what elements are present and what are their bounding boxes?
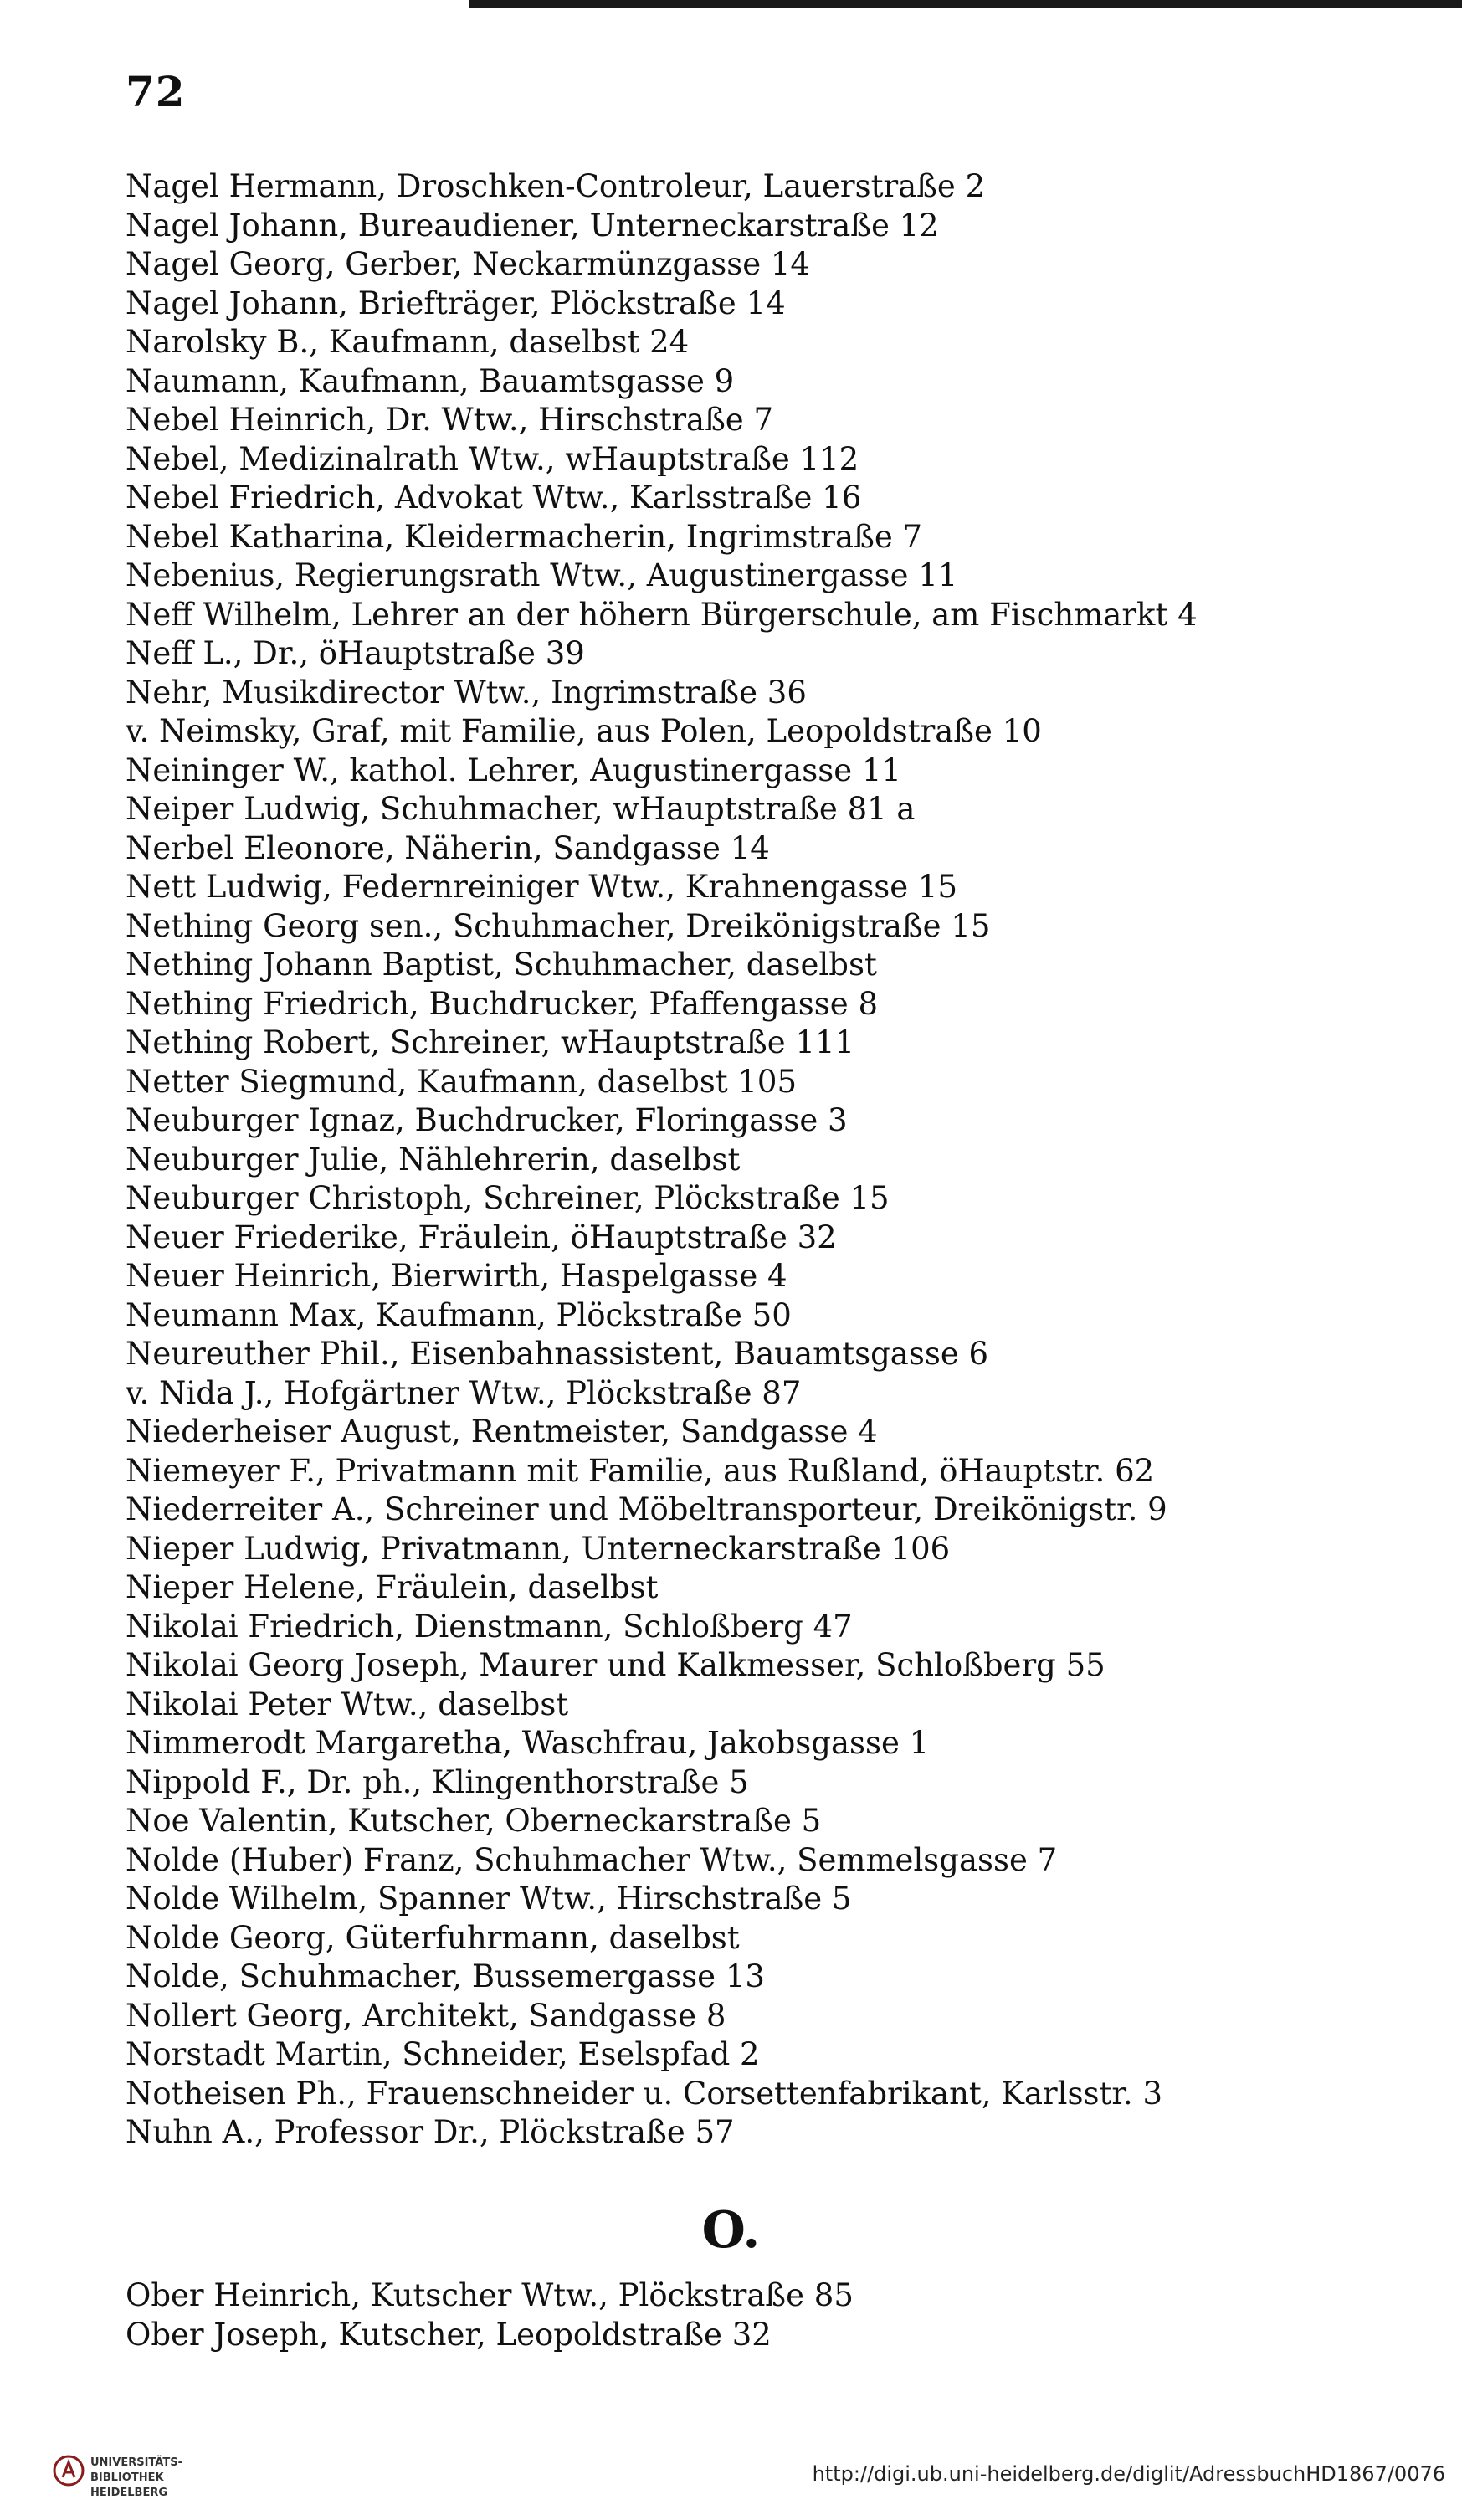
directory-entry: Nebel Heinrich, Dr. Wtw., Hirschstraße 7 <box>126 402 773 438</box>
library-seal-icon <box>52 2454 85 2487</box>
directory-entry: Nimmerodt Margaretha, Waschfrau, Jakobsgasse 1 <box>126 1725 930 1761</box>
section-heading-o: O. <box>701 2201 761 2260</box>
directory-entry: Nett Ludwig, Federnreiniger Wtw., Krahnengasse 15 <box>126 869 958 905</box>
directory-entry: Nething Georg sen., Schuhmacher, Dreikönigstraße 15 <box>126 907 991 944</box>
directory-entry: Neureuther Phil., Eisenbahnassistent, Bauamtsgasse 6 <box>126 1336 989 1372</box>
directory-entry: Neuer Friederike, Fräulein, öHauptstraße 32 <box>126 1219 837 1255</box>
directory-entry: Nolde (Huber) Franz, Schuhmacher Wtw., Semmelsgasse 7 <box>126 1841 1058 1878</box>
directory-entry: Noe Valentin, Kutscher, Oberneckarstraße 5 <box>126 1803 822 1839</box>
directory-section-o <box>126 2276 1314 2354</box>
directory-entry: Nolde, Schuhmacher, Bussemergasse 13 <box>126 1958 765 1994</box>
directory-entry: Nebel Friedrich, Advokat Wtw., Karlsstraße 16 <box>126 480 862 516</box>
directory-entry: Ober Heinrich, Kutscher Wtw., Plöckstraße 85 <box>126 2277 854 2313</box>
directory-entry: Neininger W., kathol. Lehrer, Augustinergasse 11 <box>126 752 901 788</box>
directory-entry: Nagel Hermann, Droschken-Controleur, Lauerstraße 2 <box>126 168 986 204</box>
directory-entry: Nething Johann Baptist, Schuhmacher, daselbst <box>126 947 877 983</box>
directory-entry: Neiper Ludwig, Schuhmacher, wHauptstraße 81 a <box>126 791 916 827</box>
directory-entry: Nehr, Musikdirector Wtw., Ingrimstraße 36 <box>126 674 807 711</box>
directory-entry: Niemeyer F., Privatmann mit Familie, aus Rußland, öHauptstr. 62 <box>126 1452 1155 1489</box>
logo-line: UNIVERSITÄTS- <box>90 2456 182 2469</box>
directory-entry: Neuer Heinrich, Bierwirth, Haspelgasse 4 <box>126 1258 787 1294</box>
directory-entry: Nikolai Friedrich, Dienstmann, Schloßberg 47 <box>126 1608 853 1645</box>
directory-entry: Neuburger Ignaz, Buchdrucker, Floringasse 3 <box>126 1102 848 1138</box>
directory-entry: Nerbel Eleonore, Näherin, Sandgasse 14 <box>126 829 770 866</box>
directory-entry: Nolde Wilhelm, Spanner Wtw., Hirschstraße 5 <box>126 1881 852 1917</box>
directory-entry: Nagel Georg, Gerber, Neckarmünzgasse 14 <box>126 246 810 282</box>
directory-entry: Nieper Ludwig, Privatmann, Unterneckarstraße 106 <box>126 1530 951 1567</box>
library-logo <box>52 2452 261 2507</box>
directory-entry: Nagel Johann, Briefträger, Plöckstraße 14 <box>126 285 786 321</box>
directory-entry: v. Nida J., Hofgärtner Wtw., Plöckstraße 87 <box>126 1374 802 1411</box>
directory-entry: Netter Siegmund, Kaufmann, daselbst 105 <box>126 1063 798 1100</box>
logo-line: BIBLIOTHEK <box>90 2471 164 2484</box>
directory-entry: Naumann, Kaufmann, Bauamtsgasse 9 <box>126 362 735 399</box>
directory-entry: Ober Joseph, Kutscher, Leopoldstraße 32 <box>126 2316 772 2353</box>
directory-entry: Nebel Katharina, Kleidermacherin, Ingrimstraße 7 <box>126 518 923 555</box>
directory-entry: Neff L., Dr., öHauptstraße 39 <box>126 635 585 671</box>
directory-entry: Nething Robert, Schreiner, wHauptstraße 111 <box>126 1024 855 1060</box>
directory-entry: Nebenius, Regierungsrath Wtw., Augustinergasse 11 <box>126 557 958 593</box>
directory-entry: Neuburger Julie, Nählehrerin, daselbst <box>126 1141 741 1178</box>
directory-entry: v. Neimsky, Graf, mit Familie, aus Polen, Leopoldstraße 10 <box>126 713 1042 749</box>
directory-entry: Nikolai Georg Joseph, Maurer und Kalkmesser, Schloßberg 55 <box>126 1647 1105 1683</box>
directory-entry: Niederreiter A., Schreiner und Möbeltransporteur, Dreikönigstr. 9 <box>126 1491 1167 1527</box>
directory-entry: Nolde Georg, Güterfuhrmann, daselbst <box>126 1919 740 1956</box>
directory-entry: Neumann Max, Kaufmann, Plöckstraße 50 <box>126 1296 792 1333</box>
directory-entry: Narolsky B., Kaufmann, daselbst 24 <box>126 324 690 360</box>
directory-entry: Niederheiser August, Rentmeister, Sandgasse 4 <box>126 1414 878 1450</box>
directory-entry: Nebel, Medizinalrath Wtw., wHauptstraße 112 <box>126 440 859 477</box>
directory-entry: Nething Friedrich, Buchdrucker, Pfaffengasse 8 <box>126 985 878 1022</box>
directory-entry: Nippold F., Dr. ph., Klingenthorstraße 5 <box>126 1763 749 1800</box>
directory-entry: Nagel Johann, Bureaudiener, Unterneckarstraße 12 <box>126 207 939 244</box>
directory-section-n <box>126 167 1314 2153</box>
page-number: 72 <box>126 67 186 116</box>
directory-entry: Nollert Georg, Architekt, Sandgasse 8 <box>126 1997 726 2034</box>
directory-entry: Neuburger Christoph, Schreiner, Plöckstraße 15 <box>126 1180 890 1216</box>
library-logo-text <box>90 2456 182 2501</box>
page-footer <box>0 2452 1462 2511</box>
top-border-rule <box>469 0 1462 8</box>
directory-entry: Nikolai Peter Wtw., daselbst <box>126 1686 569 1722</box>
directory-entry: Notheisen Ph., Frauenschneider u. Corsettenfabrikant, Karlsstr. 3 <box>126 2075 1163 2112</box>
source-url-link[interactable]: http://digi.ub.uni-heidelberg.de/diglit/AdressbuchHD1867/0076 <box>812 2462 1445 2486</box>
logo-line: HEIDELBERG <box>90 2487 168 2499</box>
directory-entry: Neff Wilhelm, Lehrer an der höhern Bürgerschule, am Fischmarkt 4 <box>126 596 1198 633</box>
directory-entry: Nieper Helene, Fräulein, daselbst <box>126 1569 659 1605</box>
directory-entry: Norstadt Martin, Schneider, Eselspfad 2 <box>126 2036 760 2072</box>
directory-entry: Nuhn A., Professor Dr., Plöckstraße 57 <box>126 2114 735 2150</box>
